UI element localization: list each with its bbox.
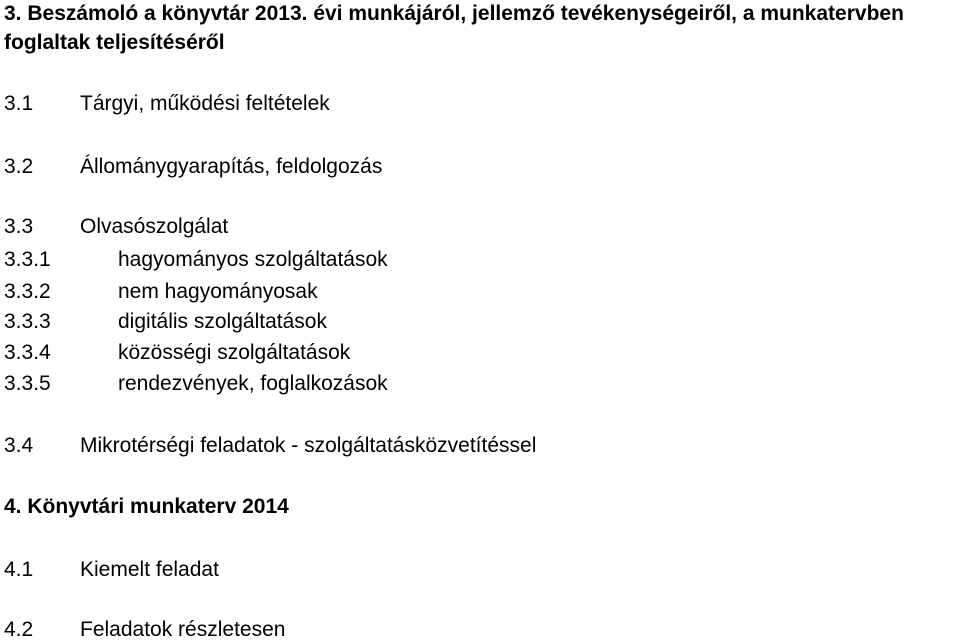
toc-item-4-2 bbox=[4, 618, 285, 642]
item-text: Tárgyi, működési feltételek bbox=[80, 92, 330, 115]
toc-item-3-4 bbox=[4, 434, 536, 458]
item-text: Kiemelt feladat bbox=[80, 558, 219, 581]
item-text: Olvasószolgálat bbox=[80, 215, 229, 238]
item-number: 3.3.5 bbox=[4, 372, 51, 395]
item-text: hagyományos szolgáltatások bbox=[118, 248, 388, 271]
item-number: 4.2 bbox=[4, 618, 34, 641]
toc-item-3-3-2 bbox=[4, 280, 318, 304]
section-3-title: 3. Beszámoló a könyvtár 2013. évi munkájáról, jellemző tevékenységeiről, a munkatervben bbox=[4, 2, 904, 25]
item-number: 3.2 bbox=[4, 155, 34, 178]
toc-item-3-1 bbox=[4, 92, 330, 116]
toc-item-3-3-3 bbox=[4, 310, 327, 334]
toc-item-3-3-1 bbox=[4, 248, 388, 272]
item-text: közösségi szolgáltatások bbox=[118, 341, 351, 364]
toc-item-4-1 bbox=[4, 558, 219, 582]
toc-item-3-2 bbox=[4, 155, 382, 179]
section-3-title-continued: foglaltak teljesítéséről bbox=[4, 31, 225, 54]
item-number: 3.3.4 bbox=[4, 341, 51, 364]
item-number: 3.3 bbox=[4, 215, 34, 238]
section-4-heading bbox=[4, 495, 289, 519]
toc-item-3-3-5 bbox=[4, 372, 388, 396]
item-number: 4.1 bbox=[4, 558, 34, 581]
section-4-title: 4. Könyvtári munkaterv 2014 bbox=[4, 495, 289, 518]
item-number: 3.1 bbox=[4, 92, 34, 115]
toc-item-3-3-4 bbox=[4, 341, 350, 365]
item-text: Mikrotérségi feladatok - szolgáltatásközvetítéssel bbox=[80, 434, 537, 457]
item-text: Állománygyarapítás, feldolgozás bbox=[80, 155, 383, 178]
section-3-heading-line1 bbox=[4, 2, 904, 26]
section-3-heading-line2 bbox=[4, 31, 225, 55]
item-number: 3.4 bbox=[4, 434, 34, 457]
item-text: Feladatok részletesen bbox=[80, 618, 286, 641]
item-text: nem hagyományosak bbox=[118, 280, 318, 303]
item-text: digitális szolgáltatások bbox=[118, 310, 327, 333]
item-number: 3.3.2 bbox=[4, 280, 51, 303]
item-text: rendezvények, foglalkozások bbox=[118, 372, 388, 395]
item-number: 3.3.3 bbox=[4, 310, 51, 333]
item-number: 3.3.1 bbox=[4, 248, 51, 271]
toc-item-3-3 bbox=[4, 215, 228, 239]
